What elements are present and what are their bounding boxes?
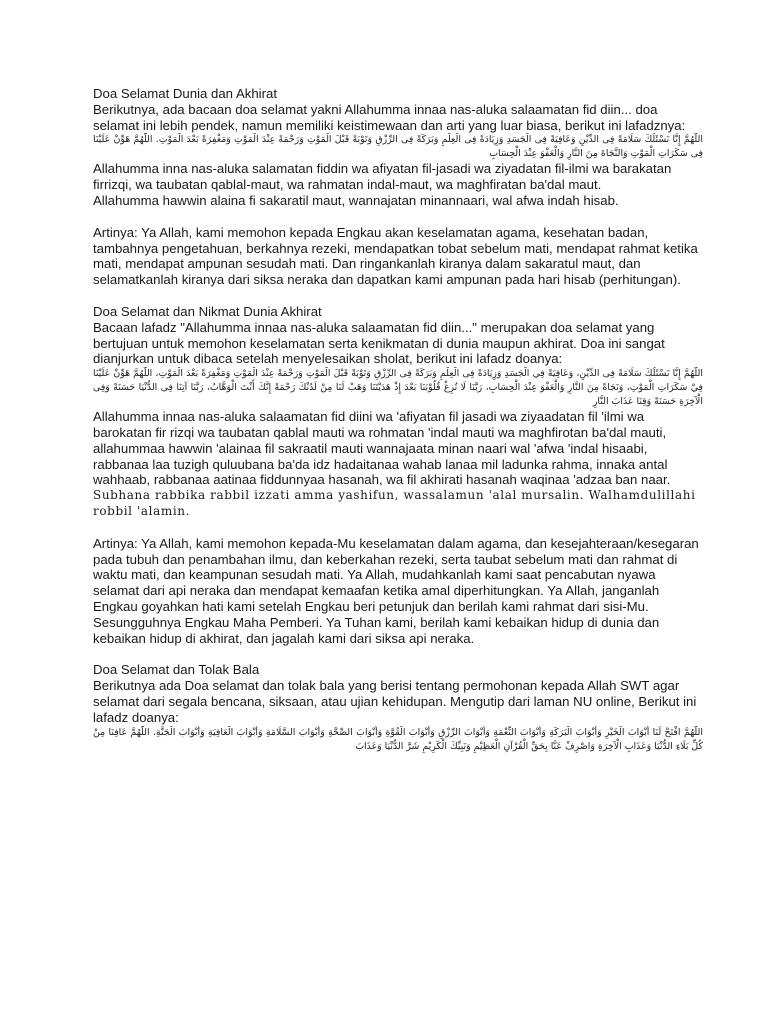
translation-paragraph: Artinya: Ya Allah, kami memohon kepada Engkau akan keselamatan agama, kesehatan badan, tambahnya pengetahuan, berkahnya rezeki, mendapatkan tobat sebelum mati, mendapat rahmat ketika mati, mendapat ampunan sesudah mati. Dan ringankanlah kiranya dalam sakaratul maut, dan selamatkanlah kiranya dari siksa neraka dan dapatkan kami ampunan pada hari hisab (perhitungan). [93, 224, 698, 288]
latin-transliteration: Allahumma inna nas-aluka salamatan fiddin wa afiyatan fil-jasadi wa ziyadatan fil-ilmi wa barakatan firrizqi, wa taubatan qablal-maut, wa rahmatan indal-maut, wa maghfiratan ba'dal maut. [93, 161, 672, 193]
latin-transliteration: Allahumma hawwin alaina fi sakaratil maut, wannajatan minannaari, wal afwa indah hisab. [93, 192, 619, 208]
arabic-prayer: اللّٰهُمَّ إِنَّا نَسْئَلُكَ سَلَامَةً فِى الدِّيْنِ وَعَافِيَةً فِى الْجَسَدِ وَزِيَادَةً فِى الْعِلْمِ وَبَرَكَةً فِى الرِّزْقِ وَتَوْبَةً قَبْلَ الْمَوْتِ وَرَحْمَةً عِنْدَ الْمَوْتِ وَمَغْفِرَةً بَعْدَ الْمَوْتِ. اللّٰهُمَّ هَوِّنْ عَلَيْنَا فِى سَكَرَاتِ الْمَوْتِ وَالنَّجَاةَ مِنَ النَّارِ وَالْعَفْوَ عِنْدَ الْحِسَابِ [93, 134, 703, 160]
document-page [93, 86, 703, 754]
closing-line: Subhana rabbika rabbil izzati amma yashifun, wassalamun 'alal mursalin. Walhamdulillahi robbil 'alamin. [93, 488, 696, 518]
arabic-prayer: اللّٰهُمَّ إِنَّا نَسْئَلُكَ سَلَامَةً فِى الدِّيْنِ، وَعَافِيَةً فِي الْجَسَدِ وَزِيَادَةً فِى الْعِلْمِ وَبَرَكَةً فِى الرِّزْقِ وَتَوْبَةً قَبْلَ الْمَوْتِ وَرَحْمَةً عِنْدَ الْمَوْتِ وَمَغْفِرَةً بَعْدَ الْمَوْتِ، اللّٰهُمَّ هَوِّنْ عَلَيْنَا فِيْ سَكَرَاتِ الْمَوْتِ، وَنَجَاةً مِنَ النَّارِ وَالْعَفْوَ عِنْدَ الْحِسَابِ، رَبَّنَا لَا تُزِغْ قُلُوْبَنَا بَعْدَ إِذْ هَدَيْتَنَا وَهَبْ لَنَا مِنْ لَدُنْكَ رَحْمَةً إِنَّكَ أَنْتَ الْوَهَّابُ، رَبَّنَا آتِنَا فِى الدُّنْيَا حَسَنَةً وَفِى الْآخِرَةِ حَسَنَةً وَقِنَا عَذَابَ النَّارِ [93, 368, 703, 408]
translation-paragraph: Artinya: Ya Allah, kami memohon kepada-Mu keselamatan dalam agama, dan kesejahteraan/kesegaran pada tubuh dan penambahan ilmu, dan keberkahan rezeki, serta taubat sebelum mati dan rahmat di waktu mati, dan keampunan sesudah mati. Ya Allah, mudahkanlah kami saat pencabutan nyawa selamat dari api neraka dan mendapat kemaafan ketika amal diperhitungkan. Ya Allah, janganlah Engkau goyahkan hati kami setelah Engkau beri petunjuk dan berilah kami rahmat dari sisi-Mu. Sesungguhnya Engkau Maha Pemberi. Ya Tuhan kami, berilah kami kebaikan hidup di dunia dan kebaikan hidup di akhirat, dan jagalah kami dari siksa api neraka. [93, 535, 699, 646]
section-intro: Berikutnya ada Doa selamat dan tolak bala yang berisi tentang permohonan kepada Allah SWT agar selamat dari segala bencana, siksaan, atau ujian kehidupan. Mengutip dari laman NU online, Berikut ini lafadz doanya: [93, 678, 697, 725]
section-intro: Berikutnya, ada bacaan doa selamat yakni Allahumma innaa nas-aluka salaamatan fid diin... doa selamat ini lebih pendek, namun memiliki keistimewaan dan arti yang luar biasa, berikut ini lafadznya: [93, 101, 686, 133]
section-title: Doa Selamat dan Tolak Bala [93, 662, 260, 678]
section-title: Doa Selamat dan Nikmat Dunia Akhirat [93, 303, 322, 319]
arabic-prayer: اللّٰهُمَّ افْتَحْ لَنَا أَبْوَابَ الْخَيْرِ وَأَبْوَابَ الْبَرَكَةِ وَأَبْوَابَ النِّعْمَةِ وَأَبْوَابَ الرِّزْقِ وَأَبْوَابَ الْقُوَّةِ وَأَبْوَابَ الصِّحَّةِ وَأَبْوَابَ السَّلَامَةِ وَأَبْوَابَ الْعَافِيَةِ وَأَبْوَابَ الْجَنَّةِ. اللّٰهُمَّ عَافِنَا مِنْ كُلِّ بَلَاءِ الدُّنْيَا وَعَذَابِ الْآخِرَةِ وَاصْرِفْ عَنَّا بِحَقِّ الْقُرْآنِ الْعَظِيْمِ وَنَبِيِّكَ الْكَرِيْمِ شَرَّ الدُّنْيَا وَعَذَابَ [93, 726, 703, 752]
section-title: Doa Selamat Dunia dan Akhirat [93, 86, 277, 101]
latin-transliteration: Allahumma innaa nas-aluka salaamatan fid diini wa 'afiyatan fil jasadi wa ziyaadatan fil 'ilmi wa barokatan fir rizqi wa taubatan qablal mauti wa rohmatan 'indal mauti wa maghfirotan ba'dal mauti, allahummaa hawwin 'alainaa fil sakraatil mauti wannajaata minan naari wal 'afwa 'indal hisaabi, rabbanaa laa tuzigh quluubana ba'da idz hadaitanaa wahab lanaa mil ladunka rahma, innaka antal wahhaab, rabbanaa aatinaa fiddunnyaa hasanah, wa fil akhirati hasanah waqinaa 'adzaa ban naar. [93, 409, 671, 488]
section-intro: Bacaan lafadz "Allahumma innaa nas-aluka salaamatan fid diin..." merupakan doa selamat yang bertujuan untuk memohon keselamatan serta kenikmatan di dunia maupun akhirat. Doa ini sangat dianjurkan untuk dibaca setelah menyelesaikan sholat, berikut ini lafadz doanya: [93, 319, 665, 367]
